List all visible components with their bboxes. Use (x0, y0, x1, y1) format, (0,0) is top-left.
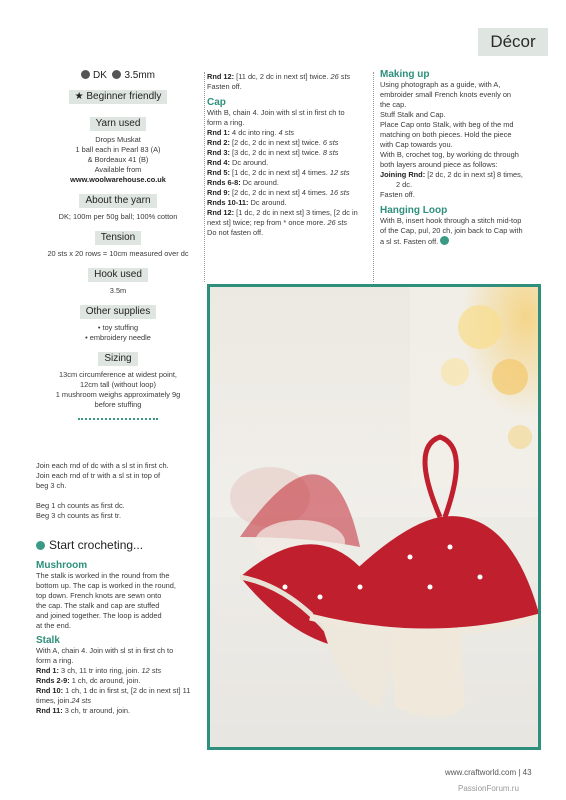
hook-used-label: Hook used (88, 268, 148, 282)
cap-row (207, 198, 371, 208)
availability: Available from (94, 165, 142, 174)
cap-row (207, 178, 371, 188)
row-count: 26 sts (327, 218, 348, 227)
note-spacer (36, 491, 200, 501)
row-label: Rnds 6-8: (207, 178, 241, 187)
making-up-line: embroider small French knots evenly on (380, 90, 512, 99)
cap-row (207, 168, 371, 178)
row-text: [2 dc, 2 dc in next st] 4 times. (230, 188, 330, 197)
row-text: [2 dc, 2 dc in next st] 8 times, (425, 170, 523, 179)
sizing-line: 12cm tall (without loop) (80, 380, 156, 389)
finishing-section (380, 70, 540, 247)
star-icon: ★ (74, 91, 84, 102)
yarn-ball-icon (81, 70, 90, 79)
row-label: Rnd 12: (207, 72, 235, 81)
row-label: Rnd 1: (207, 128, 230, 137)
cap-intro: form a ring. (207, 118, 245, 127)
sizing-line: before stuffing (94, 400, 142, 409)
sizing-line: 1 mushroom weighs approximately 9g (55, 390, 181, 399)
mushroom-line: The stalk is worked in the round from the (36, 571, 170, 580)
notes-block (36, 461, 200, 521)
cap-row (207, 148, 371, 158)
mushroom-line: the cap. The stalk and cap are stuffed (36, 601, 160, 610)
row-label: Rnd 2: (207, 138, 230, 147)
about-yarn-label: About the yarn (79, 194, 156, 208)
footer-url[interactable]: www.craftworld.com (445, 768, 517, 777)
yarn-hook-row (36, 70, 200, 81)
hanging-line: a sl st. Fasten off. (380, 237, 439, 246)
mushroom-line: and joined together. The loop is added (36, 611, 162, 620)
start-heading-text: Start crocheting... (49, 538, 144, 552)
tension-label: Tension (95, 231, 141, 245)
note-line: Beg 1 ch counts as first dc. (36, 501, 125, 510)
cap-row (207, 138, 371, 148)
row-count: 4 sts (278, 128, 295, 137)
making-up-line: Place Cap onto Stalk, with beg of the md (380, 120, 514, 129)
making-up-line: With B, crochet tog, by working dc through (380, 150, 519, 159)
making-up-line: Stuff Stalk and Cap. (380, 110, 446, 119)
row-count: 16 sts (329, 188, 350, 197)
row-label: Rnd 9: (207, 188, 230, 197)
row-count: 24 sts (71, 696, 92, 705)
row-text: [1 dc, 2 dc in next st] 4 times. (230, 168, 330, 177)
page-footer (445, 768, 532, 777)
bullet-icon (36, 541, 45, 550)
skill-badge (69, 90, 168, 104)
stalk-row-12 (207, 72, 371, 82)
cap-intro: With B, chain 4. Join with sl st in first ch to (207, 108, 345, 117)
skill-level (36, 90, 200, 108)
row-count: 12 sts (329, 168, 350, 177)
skill-text: Beginner friendly (86, 91, 162, 102)
section-tab (478, 28, 548, 56)
row-count: 6 sts (322, 138, 339, 147)
making-up-line: both layers around piece as follows: (380, 160, 498, 169)
row-text: 4 dc into ring. (230, 128, 279, 137)
note-line: Join each rnd of tr with a sl st in top of (36, 471, 161, 480)
column-divider (373, 72, 374, 282)
row-count: 8 sts (322, 148, 339, 157)
footer-separator: | (518, 768, 521, 777)
row-text: 3 ch, 11 tr into ring, join. (59, 666, 142, 675)
mushroom-line: top down. French knots are sewn onto (36, 591, 162, 600)
stalk-intro: form a ring. (36, 656, 74, 665)
hook-size: 3.5mm (124, 70, 156, 81)
sizing-line: 13cm circumference at widest point, (59, 370, 177, 379)
making-up-line: Using photograph as a guide, with A, (380, 80, 501, 89)
hanging-line: of the Cap, pul, 20 ch, join back to Cap with (380, 226, 523, 235)
row-text: 1 ch, 1 dc in first st, [2 dc in next st] 11 times, join. (36, 686, 191, 705)
mushroom-line: at the end. (36, 621, 71, 630)
mushroom-line: bottom up. The cap is worked in the round, (36, 581, 176, 590)
fasten-off: Fasten off. (207, 82, 242, 91)
row-label: Rnds 10-11: (207, 198, 249, 207)
watermark: PassionForum.ru (458, 784, 519, 793)
supply-item: • toy stuffing (97, 323, 139, 332)
making-up-heading: Making up (380, 69, 430, 80)
row-text: Dc around. (240, 178, 279, 187)
yarn-used-label: Yarn used (90, 117, 147, 131)
note-line: Join each rnd of dc with a sl st in first ch. (36, 461, 169, 470)
row-label: Joining Rnd: (380, 170, 426, 179)
note-line: beg 3 ch. (36, 481, 67, 490)
row-text: [11 dc, 2 dc in next st] twice. (234, 72, 331, 81)
yarn-weight: DK (92, 70, 107, 81)
row-text: 1 ch, dc around, join. (69, 676, 141, 685)
hook-used-section (36, 268, 200, 296)
hook-used-text: 3.5m (109, 286, 127, 295)
hanging-line: With B, insert hook through a stitch mid-top (380, 216, 522, 225)
tension-section (36, 231, 200, 259)
mushroom-illustration (210, 287, 538, 747)
row-text: [2 dc, 2 dc in next st] twice. (230, 138, 323, 147)
stalk-row (36, 676, 202, 686)
row-label: Rnd 11: (36, 706, 63, 715)
supplier-url[interactable]: www.woolwarehouse.co.uk (70, 175, 166, 184)
joining-row (380, 170, 540, 180)
tension-text: 20 sts x 20 rows = 10cm measured over dc (47, 249, 189, 258)
cap-heading: Cap (207, 97, 226, 108)
about-yarn-section (36, 194, 200, 222)
row-label: Rnds 2-9: (36, 676, 70, 685)
column-divider (204, 72, 205, 282)
making-up-line: with Cap towards you. (380, 140, 453, 149)
row-text: Dc around. (230, 158, 269, 167)
hanging-loop-heading: Hanging Loop (380, 205, 448, 216)
mushroom-heading: Mushroom (36, 560, 88, 571)
row-text: [3 dc, 2 dc in next st] twice. (230, 148, 323, 157)
other-supplies-label: Other supplies (80, 305, 156, 319)
hanging-line-end (380, 236, 540, 247)
page-number: 43 (522, 768, 532, 777)
stalk-intro: With A, chain 4. Join with sl st in first ch to (36, 646, 174, 655)
row-label: Rnd 10: (36, 686, 64, 695)
hook-icon (112, 70, 121, 79)
row-label: Rnd 1: (36, 666, 59, 675)
row-count: 12 sts (141, 666, 162, 675)
row-count: 26 sts (330, 72, 351, 81)
cap-row (207, 208, 371, 228)
yarn-brand: Drops Muskat (95, 135, 141, 144)
cap-row (207, 188, 371, 198)
sizing-section (36, 352, 200, 420)
row-label: Rnd 5: (207, 168, 230, 177)
fasten-off: Fasten off. (380, 190, 415, 199)
cap-section (207, 72, 371, 238)
cap-row (207, 128, 371, 138)
row-label: Rnd 12: (207, 208, 235, 217)
cap-row (207, 158, 371, 168)
materials-sidebar (36, 70, 200, 429)
supply-item: • embroidery needle (85, 333, 151, 342)
yarn-color-a: 1 ball each in Pearl 83 (A) (75, 145, 161, 154)
dotted-divider (78, 418, 158, 420)
row-text: 2 dc. (396, 180, 413, 189)
stalk-heading: Stalk (36, 635, 60, 646)
row-text: [1 dc, 2 dc in next st] 3 times, [2 dc in next st] twice; rep from * once more. (207, 208, 358, 227)
stalk-row (36, 706, 202, 716)
yarn-color-b: & Bordeaux 41 (B) (87, 155, 149, 164)
section-title: Décor (490, 32, 536, 51)
making-up-line: matching on both pieces. Hold the piece (380, 130, 512, 139)
start-heading (36, 538, 143, 552)
yarn-used-section (36, 117, 200, 185)
making-up-line: the cap. (380, 100, 407, 109)
row-label: Rnd 4: (207, 158, 230, 167)
stalk-row (36, 686, 202, 706)
row-label: Rnd 3: (207, 148, 230, 157)
sizing-label: Sizing (98, 352, 137, 366)
row-text: 3 ch, tr around, join. (62, 706, 131, 715)
row-text: Dc around. (248, 198, 287, 207)
mushroom-photo (207, 284, 541, 750)
cap-end: Do not fasten off. (207, 228, 264, 237)
about-yarn-text: DK; 100m per 50g ball; 100% cotton (58, 212, 178, 221)
other-supplies-section (36, 305, 200, 343)
end-marker-icon (440, 236, 449, 245)
note-line: Beg 3 ch counts as first tr. (36, 511, 122, 520)
mushroom-section (36, 561, 202, 716)
stalk-row (36, 666, 202, 676)
